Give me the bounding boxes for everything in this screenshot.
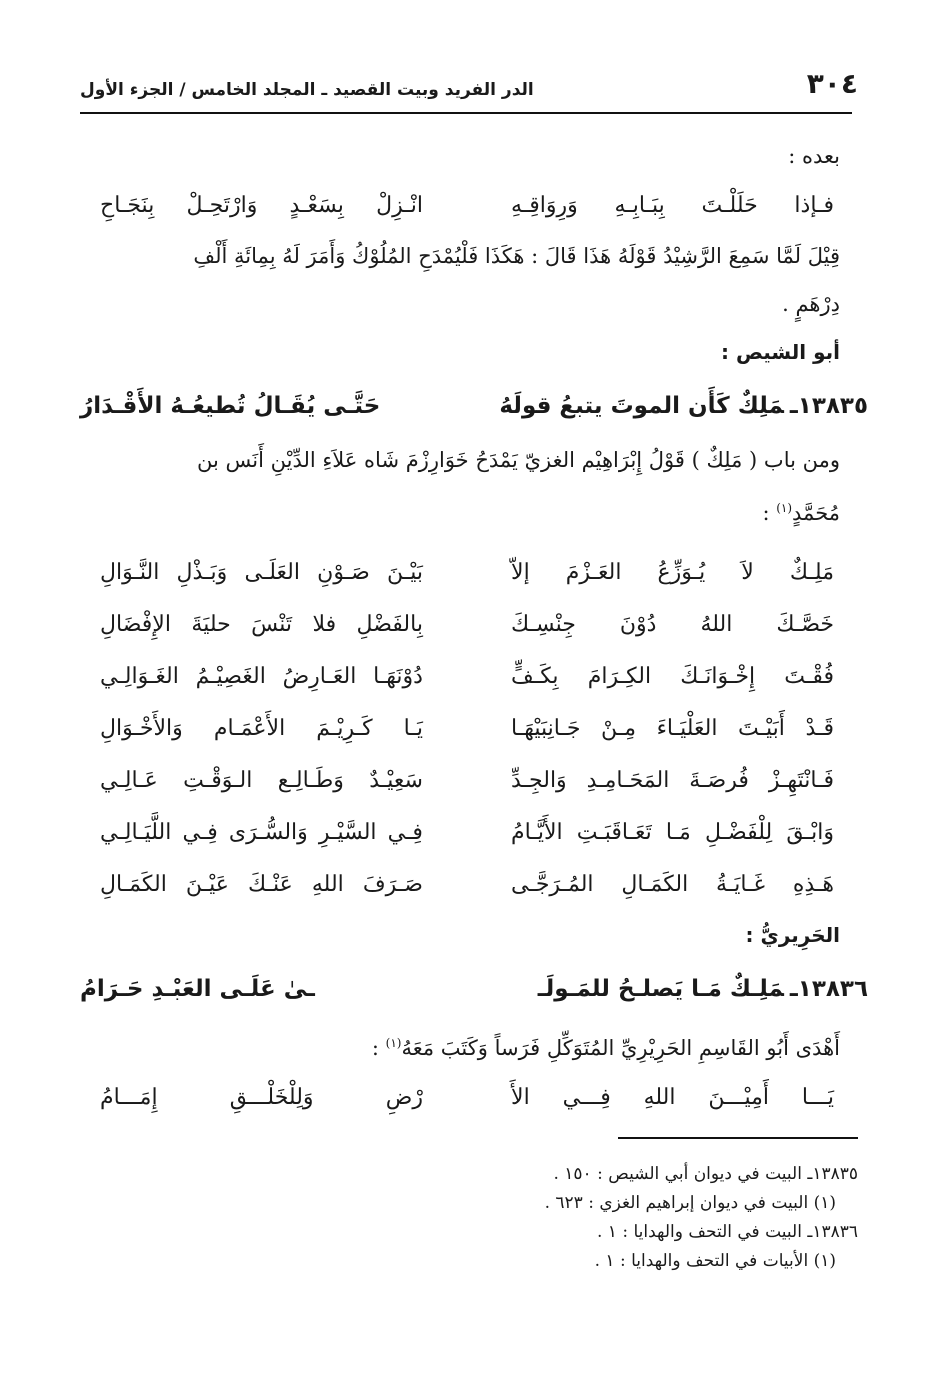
verse-row bbox=[80, 703, 840, 755]
footnote-marker: (١) bbox=[385, 1036, 402, 1050]
footnote-rule bbox=[618, 1137, 858, 1139]
verse-second-hemistich: يَـا كَـرِيْـمَ الأَعْمَـام وَالأَخْـوَالِ bbox=[100, 716, 423, 741]
verse-row bbox=[80, 651, 840, 703]
numbered-verse bbox=[80, 376, 868, 436]
footnote: (١) الأبيات في التحف والهدايا : ١ . bbox=[594, 1251, 836, 1271]
verse-row bbox=[80, 547, 840, 599]
verse-first-hemistich: خَصَّـكَ اللهُ دُوْنَ جِنْسِـكَ bbox=[511, 612, 834, 637]
page-number: ٣٠٤ bbox=[806, 67, 858, 100]
verse-first-hemistich: ١٣٨٣٥ـمَلِكٌ كَأَن الموتَ يتبعُ قولَهُ bbox=[499, 393, 868, 419]
verse-first-hemistich: فُقْـتَ إِخْـوَانَـكَ الكِـرَامَ بِكَـفٍّ bbox=[511, 664, 834, 689]
verse-first-hemistich: ١٣٨٣٦ـمَلِـكٌ مَـا يَصلـحُ للمَـولَـ bbox=[537, 976, 868, 1002]
header-rule bbox=[80, 112, 852, 114]
poem bbox=[80, 547, 840, 911]
prose-line: ومن باب ( مَلِكٌ ) قَوْلُ إِبْرَاهِيْم الغزيّ يَمْدَحُ خَوَارِزْمَ شَاه عَلاَءِ الدِّيْنِ أَنَس بن bbox=[197, 448, 840, 472]
verse-second-hemistich: صَـرَفَ اللهِ عَنْـكَ عَيْـنَ الكَمَـالِ bbox=[100, 872, 423, 897]
poet-name: أبو الشيص : bbox=[721, 340, 840, 364]
prose-line: أَهْدَى أَبُو القَاسِمِ الحَرِيْرِيِّ المُتَوَكِّلِ فَرَساً وَكَتَبَ مَعَهُ$^{(١)}$ : bbox=[371, 1036, 840, 1060]
verse-first-hemistich: وَابْـقَ لِلْفَضْـلِ مَـا تَعَـاقَبَـتِ الأَيَّـامُ bbox=[511, 820, 834, 845]
verse-first-hemistich: يَـــا أَمِيْـــنَ اللهِ فِـــي الأَ bbox=[511, 1085, 834, 1110]
poet-name: الحَرِيريُّ : bbox=[745, 923, 840, 947]
verse-second-hemistich: بِالفَضْلِ فلا تَنْسَ حليَةَ الإِفْضَالِ bbox=[100, 612, 423, 637]
verse-second-hemistich: بَيْـنَ صَـوْنِ العَلَـى وَبَـذْلِ النَّـوَالِ bbox=[100, 560, 423, 585]
verse-second-hemistich: فِـي السَّيْـرِ وَالسُّـرَى فِـي اللَّيَـالِـي bbox=[100, 820, 423, 845]
verse-row bbox=[80, 807, 840, 859]
verse-row bbox=[80, 599, 840, 651]
verse-row bbox=[80, 180, 840, 232]
footnotes bbox=[80, 1160, 858, 1276]
anecdote-line: قِيْلَ لَمَّا سَمِعَ الرَّشِيْدُ قَوْلَهُ هَذَا قَالَ : هَكَذَا فَلْيُمْدَحِ المُلُوْكُ وَأَمَرَ لَهُ بِمِائَةِ أَلْفِ bbox=[193, 244, 840, 268]
page-body bbox=[80, 132, 868, 1124]
footnote: (١) البيت في ديوان إبراهيم الغزي : ٦٢٣ . bbox=[544, 1193, 836, 1213]
footnote: ١٣٨٣٦ـ البيت في التحف والهدايا : ١ . bbox=[596, 1222, 858, 1242]
page-header bbox=[80, 60, 858, 100]
verse-first-hemistich: قَـدْ أَبَيْـتَ العَلْيَـاءَ مِـنْ جَـانِبَيْهَـا bbox=[511, 716, 834, 741]
verse-first-hemistich: مَلِـكٌ لاَ يُـوَزِّعُ العَـزْمَ إلاّ bbox=[511, 560, 834, 585]
verse-row bbox=[80, 1072, 840, 1124]
verse-second-hemistich: انْـزِلْ بِسَعْـدٍ وَارْتَحِـلْ بِنَجَـاحِ bbox=[100, 193, 423, 218]
verse-row bbox=[80, 755, 840, 807]
running-title: الدر الفريد وبيت القصيد ـ المجلد الخامس / الجزء الأول bbox=[80, 80, 534, 100]
anecdote-line: دِرْهَمٍ . bbox=[782, 292, 840, 316]
verse-second-hemistich: رْضِ وَلِلْخَلْـــقِ إِمَـــامُ bbox=[100, 1085, 423, 1110]
footnote: ١٣٨٣٥ـ البيت في ديوان أبي الشيص : ١٥٠ . bbox=[553, 1164, 858, 1184]
verse-first-hemistich: فـإذا حَلَلْـتَ بِبَـابِـهِ وَرِوَاقِـهِ bbox=[511, 193, 834, 218]
footnote-marker: (١) bbox=[776, 501, 793, 515]
verse-second-hemistich: دُوْنَهَـا العَـارِضُ الغَصِيْـمُ الغَـوَالِـي bbox=[100, 664, 423, 689]
entry-number: ١٣٨٣٦ـ bbox=[789, 976, 868, 1002]
verse-first-hemistich: فَـانْتَهِـزْ فُرصَـةَ المَحَـامِـدِ وَالجِـدِّ bbox=[511, 768, 834, 793]
verse-second-hemistich: سَعِيْـدٌ وَطَـالِـع الـوَقْـتِ عَـالِـي bbox=[100, 768, 423, 793]
verse-second-hemistich: ـىٰ عَلَـى العَبْـدِ حَـرَامُ bbox=[80, 976, 315, 1002]
verse-second-hemistich: حَتَّـى يُقَـالُ تُطيعُـهُ الأَقْـدَارُ bbox=[80, 393, 381, 419]
entry-number: ١٣٨٣٥ـ bbox=[789, 393, 868, 419]
intro-label: بعده : bbox=[788, 144, 840, 168]
numbered-verse bbox=[80, 959, 868, 1019]
prose-line: مُحَمَّدٍ$^{(١)}$ : bbox=[762, 501, 840, 525]
verse-row bbox=[80, 859, 840, 911]
verse-first-hemistich: هَـذِهِ غَـايَـةُ الكَمَـالِ المُـرَجَّـى bbox=[511, 872, 834, 897]
